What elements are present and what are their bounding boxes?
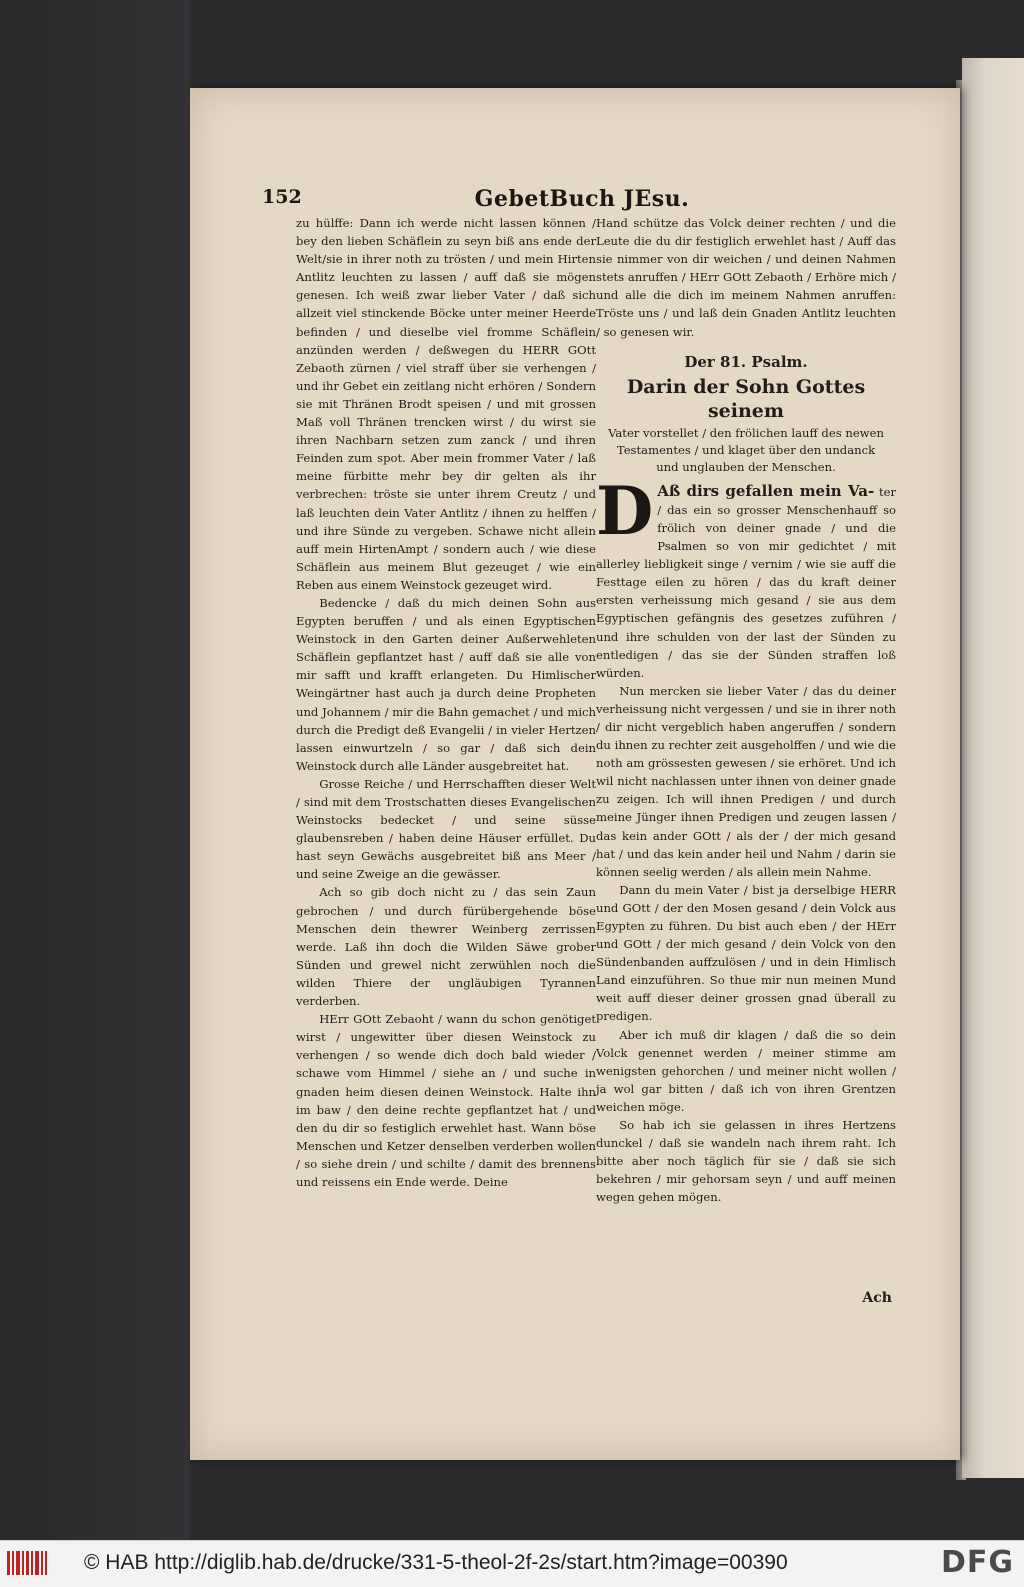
running-head xyxy=(262,186,902,214)
left-paragraph-4: Ach so gib doch nicht zu / das sein Zaun gebrochen / und durch fürübergehende böse Menschen dein thewrer Weinberg zerrissen werde. Laß ihn doch die Wilden Säwe grober Sünden und grewel nicht zerwühlen noch die wilden Thiere der ungläubigen Tyrannen verderben. xyxy=(296,885,596,1009)
barcode-icon xyxy=(6,1549,48,1577)
psalm-subtitle: Darin der Sohn Gottes seinem xyxy=(626,375,866,422)
first-paragraph-rest: ter / das ein so grosser Menschenhauff so frölich von deiner gnade / und die Psalmen so von mir gedichtet / mit allerley liebligkeit singe / vernim / wie sie auff die Festtage eilen zu hören / das du kraft deiner ersten verheissung mich gesand / sie aus dem Egyptischen gefängnis des gesetzes zuführen / und ihre schulden von der last der Sünden zu entledigen / das sie der Sünden straffen loß würden. xyxy=(596,484,897,680)
left-paragraph-1: zu hülffe: Dann ich werde nicht lassen können / bey den lieben Schäflein zu seyn biß ans ende der Welt/sie in ihrer noth zu trösten / und mein Hirten Antlitz leuchten zu lassen / auff daß sie mögen genesen. Ich weiß zwar lieber Vater / daß sich allzeit viel stinckende Böcke unter meiner Heerde befinden / und dieselbe viel fromme Schäflein anzünden werden / deßwegen du HERR GOtt Zebaoth zürnen / viel straff über sie verhengen / und ihr Gebet ein zeitlang nicht erhören / Sondern sie mit Thränen Brodt speisen / und mit grossen Maß voll Thränen trencken wirst / du wirst sie ihren Nachbarn setzen zum zanck / und ihren Feinden zum spot. Aber mein frommer Vater / laß meine fürbitte mehr bey dir gelten als ihr verbrechen: tröste sie unter ihrem Creutz / und laß leuchten dein Vater Antlitz / ihnen zu helffen / und ihre Sünde zu vergeben. Schawe nicht allein auff mein HirtenAmpt / sondern auch / wie diese Schäflein aus meinem Blut gezeuget / wie ein Reben aus einem Weinstock gezeuget wird. xyxy=(296,216,596,592)
copyright-url[interactable]: © HAB http://diglib.hab.de/drucke/331-5-theol-2f-2s/start.htm?image=00390 xyxy=(84,1551,788,1574)
right-paragraph-1: Nun mercken sie lieber Vater / das du deiner verheissung nicht vergessen / und sie in ihrer noth / dir nicht vergeblich haben angeruffen / sondern du ihnen zu rechter zeit ausgeholffen / und wie die noth am grössesten gewesen / sie erhöret. Und ich wil nicht nachlassen unter ihnen von deiner gnade zu zeigen. Ich will ihnen Predigen / und durch meine Jünger ihnen Predigen und zeugen lassen / das kein ander GOtt / als der / der mich gesand hat / und das kein ander heil und Nahm / darin sie können seelig werden / als allein mein Nahme. xyxy=(596,683,896,879)
right-column xyxy=(596,214,896,1207)
facing-page-edge xyxy=(962,58,1024,1478)
catchword: Ach xyxy=(862,1290,892,1306)
left-paragraph-2: Bedencke / daß du mich deinen Sohn aus Egypten beruffen / und als einen Egyptischen Weinstock in den Garten deiner Außerwehleten Schäflein gepflantzet hast / auff daß sie alle von mir safft und krafft erlangeten. Du Himlischer Weingärtner hast auch ja durch deine Propheten und Johannem / mir die Bahn gemachet / und mich durch die Predigt deß Evangelii / in vieler Hertzen lassen einwurtzeln / so gar / daß sich dein Weinstock durch alle Länder ausgebreitet hat. xyxy=(296,595,596,773)
right-paragraph-2: Dann du mein Vater / bist ja derselbige HERR und GOtt / der den Mosen gesand / dein Volck aus Egypten zu führen. Du bist auch eben / der HErr und GOtt / der mich gesand / dein Volck von den Sündenbanden auffzulösen / und in dein Himlisch Land einzuführen. So thue mir nun meinen Mund weit auff dieser deiner grossen gnad überall zu predigen. xyxy=(596,882,896,1024)
left-column xyxy=(296,214,596,1191)
psalm-first-paragraph xyxy=(596,471,897,682)
footer-bar xyxy=(0,1540,1024,1587)
dfg-logo: DFG xyxy=(940,1545,1014,1580)
right-intro: Hand schütze das Volck deiner rechten / und die Leute die du dir festiglich erwehlet hast / Auff das sie nimmer von dir weichen / und deinen Nahmen stets anruffen / HErr GOtt Zebaoth / Erhöre mich / und alle die dich im meinem Nahmen anruffen: Tröste uns / und laß dein Gnaden Antlitz leuchten / so genesen wir. xyxy=(596,216,896,339)
first-line: Aß dirs gefallen mein Va- xyxy=(657,481,875,500)
drop-cap-initial: D xyxy=(596,471,654,550)
right-paragraph-3: Aber ich muß dir klagen / daß die so dein Volck genennet werden / meiner stimme am wenigsten gehorchen / und meiner nicht wollen / ja wol gar bitten / daß ich von ihren Grentzen weichen möge. xyxy=(596,1027,896,1114)
scanner-backdrop xyxy=(0,0,190,1540)
right-paragraph-4: So hab ich sie gelassen in ihres Hertzens dunckel / daß sie wandeln nach ihrem raht. Ich bitte aber noch täglich für sie / daß sie sich bekehren / mir gehorsam seyn / und auff meinen wegen gehen mögen. xyxy=(596,1118,896,1205)
psalm-heading: Der 81. Psalm. xyxy=(684,352,808,371)
page-number: 152 xyxy=(262,186,302,208)
left-paragraph-5: HErr GOtt Zebaoht / wann du schon genötiget wirst / ungewitter über diesen Weinstock zu verhengen / so wende dich doch bald wieder / schawe vom Himmel / siehe an / und suche in gnaden heim diesen deinen Weinstock. Halte ihn im baw / den deine rechte gepflantzet hat / und den du dir so festiglich erwehlet hast. Wann böse Menschen und Ketzer denselben verderben wollen / so siehe drein / und schilte / damit des brennens und reissens ein Ende werde. Deine xyxy=(296,1012,596,1189)
running-title: GebetBuch JEsu. xyxy=(474,186,690,212)
psalm-summary: Vater vorstellet / den frölichen lauff des newen Testamentes / und klaget über den undanck und unglauben der Menschen. xyxy=(608,425,884,474)
left-paragraph-3: Grosse Reiche / und Herrschafften dieser Welt / sind mit dem Trostschatten dieses Evangelischen Weinstocks bedecket / und seine süsse glaubensreben / haben deine Häuser erfüllet. Du hast seyn Gewächs ausgebreitet biß ans Meer / und seine Zweige an die gewässer. xyxy=(296,776,596,882)
